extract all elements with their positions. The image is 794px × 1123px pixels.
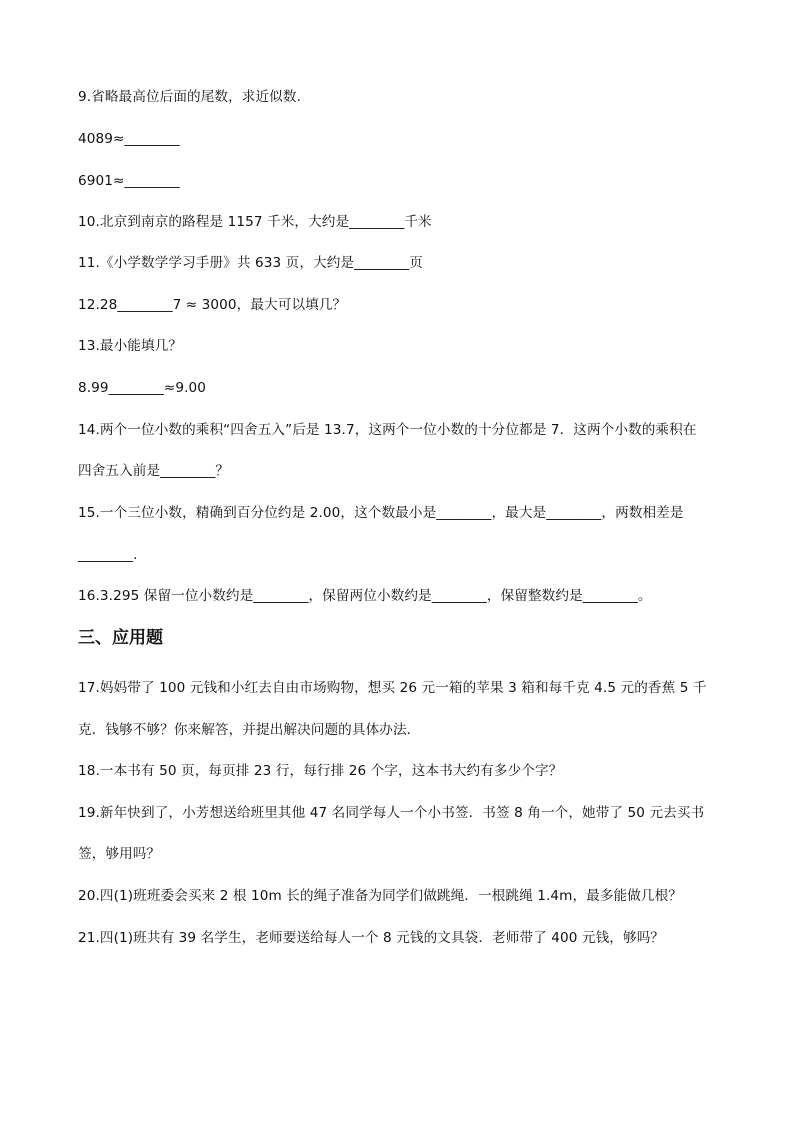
question-16: 16.3.295 保留一位小数约是________，保留两位小数约是________，保留整数约是________。 (78, 588, 652, 604)
question-12: 12.28________7 ≈ 3000，最大可以填几？ (78, 297, 347, 313)
question-17-line-2: 克．钱够不够？你来解答，并提出解决问题的具体办法． (78, 722, 421, 738)
question-9-item-a: 4089≈________ (78, 131, 180, 147)
question-18: 18.一本书有 50 页，每页排 23 行，每行排 26 个字，这本书大约有多少个字？ (78, 763, 563, 779)
question-14-line-2: 四舍五入前是________？ (78, 463, 230, 479)
question-15-line-1: 15.一个三位小数，精确到百分位约是 2.00，这个数最小是________，最大是________，两数相差是 (78, 505, 684, 521)
section-heading-applied-problems: 三、应用题 (78, 628, 163, 648)
question-13-title: 13.最小能填几？ (78, 338, 183, 354)
question-9-item-b: 6901≈________ (78, 173, 180, 189)
question-11: 11.《小学数学学习手册》共 633 页，大约是________页 (78, 255, 423, 271)
question-15-line-2: ________. (78, 547, 138, 563)
question-19-line-2: 签，够用吗？ (78, 846, 161, 862)
question-13-item-a: 8.99________≈9.00 (78, 380, 206, 396)
question-20: 20.四(1)班班委会买来 2 根 10m 长的绳子准备为同学们做跳绳．一根跳绳 1.4m，最多能做几根？ (78, 888, 683, 904)
question-14-line-1: 14.两个一位小数的乘积“四舍五入”后是 13.7，这两个一位小数的十分位都是 7．这两个小数的乘积在 (78, 422, 697, 438)
question-19-line-1: 19.新年快到了，小芳想送给班里其他 47 名同学每人一个小书签．书签 8 角一个，她带了 50 元去买书 (78, 805, 705, 821)
question-9-title: 9.省略最高位后面的尾数，求近似数. (78, 89, 301, 105)
question-21: 21.四(1)班共有 39 名学生，老师要送给每人一个 8 元钱的文具袋．老师带了 400 元钱，够吗？ (78, 930, 665, 946)
question-17-line-1: 17.妈妈带了 100 元钱和小红去自由市场购物，想买 26 元一箱的苹果 3 箱和每千克 4.5 元的香蕉 5 千 (78, 680, 707, 696)
question-10: 10.北京到南京的路程是 1157 千米，大约是________千米 (78, 214, 432, 230)
